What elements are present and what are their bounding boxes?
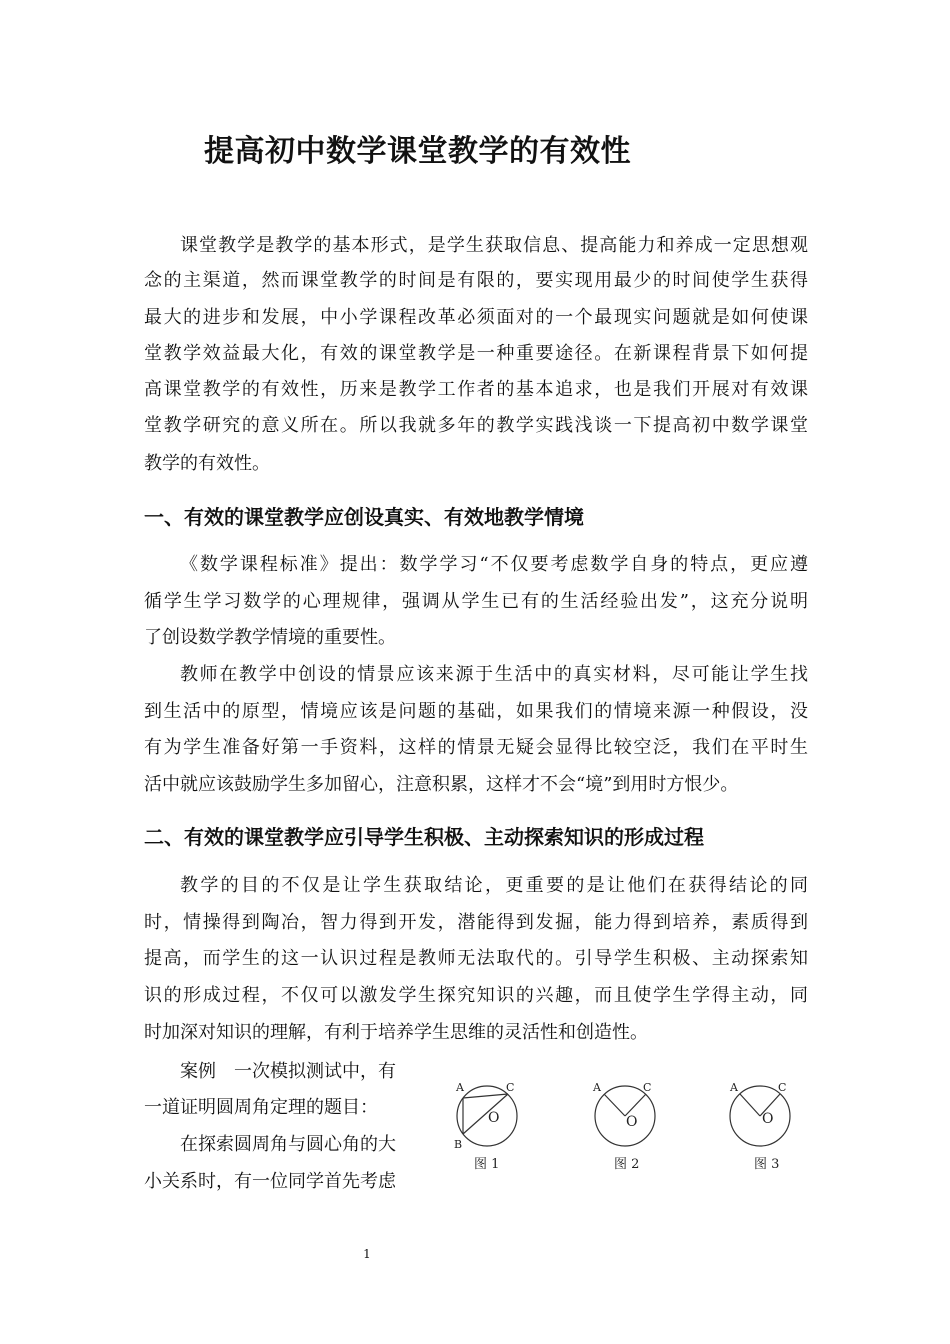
case-line: 在探索圆周角与圆心角的大: [180, 1134, 396, 1155]
section2-para1-line: 教学的目的不仅是让学生获取结论，更重要的是让他们在获得结论的同: [180, 875, 808, 896]
intro-line: 堂教学效益最大化，有效的课堂教学是一种重要途径。在新课程背景下如何提: [144, 343, 808, 364]
figure-3: [729, 1081, 790, 1172]
section-heading-1: 一、有效的课堂教学应创设真实、有效地教学情境: [144, 505, 584, 529]
intro-line: 念的主渠道，然而课堂教学的时间是有限的，要实现用最少的时间使学生获得: [144, 270, 808, 291]
radius-oa: [604, 1094, 625, 1116]
figure-caption: 图 3: [754, 1157, 780, 1172]
section-heading-2: 二、有效的课堂教学应引导学生积极、主动探索知识的形成过程: [144, 825, 704, 849]
label-a: A: [456, 1081, 464, 1094]
chord-ac: [463, 1094, 508, 1098]
figure-2: [592, 1081, 655, 1172]
circle-1: [457, 1086, 517, 1146]
intro-line: 教学的有效性。: [144, 453, 270, 474]
label-a: A: [730, 1081, 738, 1094]
figure-caption: 图 1: [474, 1157, 500, 1172]
case-line: 小关系时，有一位同学首先考虑: [144, 1171, 396, 1192]
section2-para1-line: 时，情操得到陶冶，智力得到开发，潜能得到发掘，能力得到培养，素质得到: [144, 912, 808, 933]
label-c: C: [643, 1081, 652, 1094]
label-a: A: [593, 1081, 601, 1094]
label-b: B: [454, 1138, 463, 1151]
document-title: 提高初中数学课堂教学的有效性: [204, 134, 631, 169]
intro-line: 堂教学研究的意义所在。所以我就多年的教学实践浅谈一下提高初中数学课堂: [144, 415, 808, 436]
intro-line: 最大的进步和发展，中小学课程改革必须面对的一个最现实问题就是如何使课: [144, 307, 808, 328]
section1-para2-line: 到生活中的原型，情境应该是问题的基础，如果我们的情境来源一种假设，没: [144, 701, 808, 722]
intro-line: 课堂教学是教学的基本形式，是学生获取信息、提高能力和养成一定思想观: [180, 235, 808, 256]
section2-para1-line: 提高，而学生的这一认识过程是教师无法取代的。引导学生积极、主动探索知: [144, 948, 808, 969]
label-o: O: [488, 1110, 500, 1126]
section1-para2-line: 教师在教学中创设的情景应该来源于生活中的真实材料，尽可能让学生找: [180, 664, 808, 685]
page-number: 1: [363, 1247, 371, 1261]
case-line: 一道证明圆周角定理的题目：: [144, 1097, 378, 1118]
circle-angle-figure: [440, 1076, 800, 1176]
intro-line: 高课堂教学的有效性，历来是教学工作者的基本追求，也是我们开展对有效课: [144, 379, 808, 400]
case-line: 案例 一次模拟测试中，有: [180, 1061, 396, 1082]
figure-1: [454, 1081, 517, 1172]
figure-svg: [440, 1076, 800, 1176]
label-o: O: [626, 1114, 638, 1130]
section2-para1-line: 时加深对知识的理解，有利于培养学生思维的灵活性和创造性。: [144, 1022, 648, 1043]
radius-oa: [740, 1094, 760, 1116]
section2-para1-line: 识的形成过程，不仅可以激发学生探究知识的兴趣，而且使学生学得主动，同: [144, 985, 808, 1006]
section1-para1-line: 了创设数学教学情境的重要性。: [144, 627, 396, 648]
label-c: C: [506, 1081, 515, 1094]
section1-para2-line: 有为学生准备好第一手资料，这样的情景无疑会显得比较空泛，我们在平时生: [144, 737, 808, 758]
figure-caption: 图 2: [614, 1157, 640, 1172]
section1-para1-line: 《数学课程标准》提出：数学学习“不仅要考虑数学自身的特点，更应遵: [180, 554, 808, 575]
radius-oc: [625, 1094, 646, 1116]
label-o: O: [762, 1111, 774, 1127]
chord-bc: [463, 1094, 508, 1134]
section1-para2-line: 活中就应该鼓励学生多加留心，注意积累，这样才不会“境”到用时方恨少。: [144, 774, 739, 795]
label-c: C: [778, 1081, 787, 1094]
section1-para1-line: 循学生学习数学的心理规律，强调从学生已有的生活经验出发”，这充分说明: [144, 591, 808, 612]
